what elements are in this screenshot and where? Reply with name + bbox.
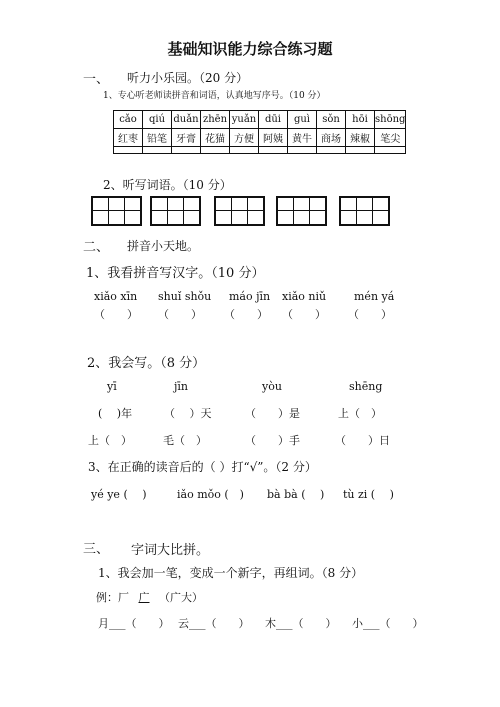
example-label: 例：厂 [96,591,129,604]
answer-paren[interactable]: （ ） [224,308,268,321]
pinyin-cell: cǎo [114,111,143,129]
answer-cell[interactable] [375,147,406,154]
word-cell: 牙膏 [172,129,201,147]
pinyin-syllable: jīn [174,380,189,393]
fill-blank[interactable]: （ ）日 [335,434,390,447]
fill-blank[interactable]: （ ）是 [245,407,300,420]
pinyin-syllable: yī [107,380,117,393]
fill-blank[interactable]: （ ）手 [245,434,300,447]
word-cell: 方便 [230,129,259,147]
section-2-number: 二、 [83,240,110,255]
pinyin-word: máo jīn [229,290,271,303]
pinyin-cell: sǒn [317,111,346,129]
pinyin-word: shuǐ shǒu [158,290,212,303]
answer-paren[interactable]: （ ） [282,308,326,321]
reading-choice[interactable]: yé ye ( ) [91,488,147,501]
answer-cell[interactable] [143,147,172,154]
word-cell: 商场 [317,129,346,147]
reading-choice[interactable]: iǎo mǒo ( ) [177,488,244,501]
fill-blank[interactable]: 毛（ ） [163,434,207,447]
answer-cell[interactable] [259,147,288,154]
question-1-1: 1、专心听老师读拼音和词语，认真地写序号。（10 分） [103,91,326,101]
fill-blank[interactable]: ( )年 [98,407,133,420]
section-1-heading: 听力小乐园。（20 分） [127,71,249,85]
answer-cell[interactable] [288,147,317,154]
add-stroke-blank[interactable]: 木___（ ） [265,617,337,630]
pinyin-cell: zhēn [201,111,230,129]
fill-blank[interactable]: 上（ ） [338,407,382,420]
pinyin-word: xiǎo niǔ [282,290,327,303]
page-title: 基础知识能力综合练习题 [167,40,333,58]
answer-paren[interactable]: （ ） [94,308,138,321]
answer-cell[interactable] [346,147,375,154]
fill-blank[interactable]: 上（ ） [88,434,132,447]
section-2-heading: 拼音小天地。 [127,239,200,253]
word-cell: 红枣 [114,129,143,147]
section-1-number: 一、 [83,72,110,87]
pinyin-cell: yuǎn [230,111,259,129]
pinyin-cell: shōng [375,111,406,129]
answer-cell[interactable] [317,147,346,154]
pinyin-cell: hōi [346,111,375,129]
reading-choice[interactable]: bà bà ( ) [267,488,325,501]
answer-cell[interactable] [230,147,259,154]
example-answer: 广 [138,591,150,604]
writing-grid[interactable] [150,196,201,226]
example-line [96,589,203,605]
section-3-number: 三、 [83,542,110,557]
example-word: （广大） [159,591,203,604]
pinyin-word: mén yá [354,290,395,303]
pinyin-cell: duǎn [172,111,201,129]
section-3-heading: 字词大比拼。 [131,543,210,558]
add-stroke-blank[interactable]: 云___（ ） [178,617,250,630]
word-row [114,129,406,147]
question-2-3: 3、在正确的读音后的（ ）打“√”。（2 分） [88,460,317,474]
pinyin-cell: qiú [143,111,172,129]
answer-cell[interactable] [172,147,201,154]
question-1-2: 2、听写词语。（10 分） [103,178,232,192]
question-2-2: 2、我会写。（8 分） [87,356,206,371]
answer-paren[interactable]: （ ） [158,308,202,321]
pinyin-cell: guì [288,111,317,129]
add-stroke-blank[interactable]: 小___（ ） [352,617,424,630]
answer-cell[interactable] [114,147,143,154]
answer-row [114,147,406,154]
question-3-1: 1、我会加一笔，变成一个新字，再组词。（8 分） [98,566,364,580]
question-2-1: 1、我看拼音写汉字。（10 分） [86,266,265,281]
writing-grid[interactable] [276,196,327,226]
reading-choice[interactable]: tù zi ( ) [343,488,394,501]
word-cell: 铅笔 [143,129,172,147]
pinyin-cell: dūi [259,111,288,129]
word-cell: 阿姨 [259,129,288,147]
writing-grid[interactable] [214,196,265,226]
writing-grid[interactable] [91,196,142,226]
answer-paren[interactable]: （ ） [348,308,392,321]
pinyin-syllable: shēng [349,380,383,393]
pinyin-word-table [113,110,406,154]
word-cell: 黄牛 [288,129,317,147]
pinyin-row [114,111,406,129]
add-stroke-blank[interactable]: 月___（ ） [98,617,170,630]
answer-cell[interactable] [201,147,230,154]
fill-blank[interactable]: （ ）天 [164,407,212,420]
writing-grid[interactable] [339,196,390,226]
word-cell: 花猫 [201,129,230,147]
word-cell: 辣椒 [346,129,375,147]
pinyin-syllable: yòu [262,380,282,393]
pinyin-word: xiǎo xīn [94,290,138,303]
word-cell: 笔尖 [375,129,406,147]
